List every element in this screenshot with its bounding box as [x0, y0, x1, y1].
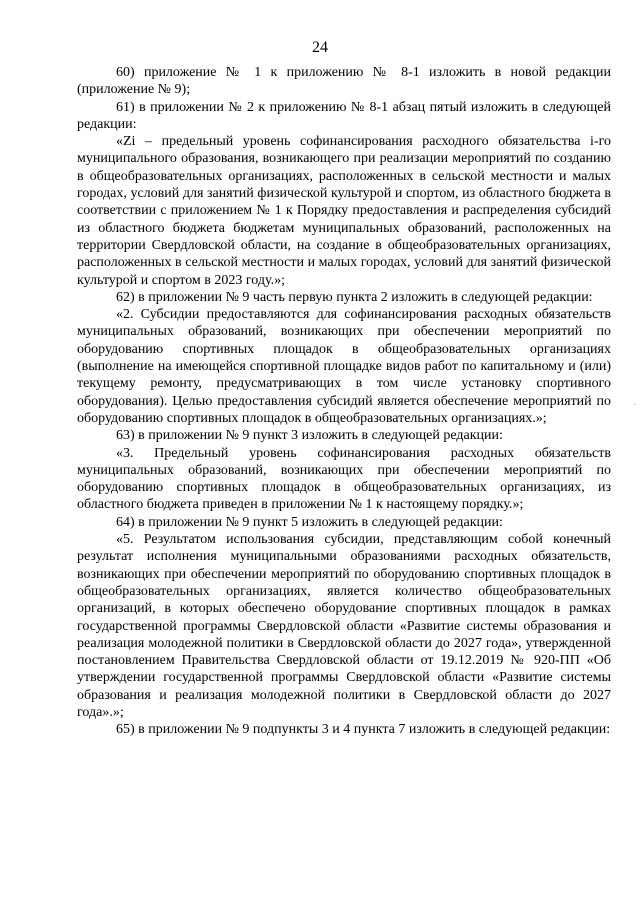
- paragraph: «Zi – предельный уровень софинансирования расходного обязательства i-го муниципального образования, возникающего при реализации мероприятий по созданию в общеобразовательных организациях, расположенных в сельской местности и малых городах, условий для занятий физической культурой и спортом, из областного бюджета в соответствии с приложением № 1 к Порядку предоставления и распределения субсидий из областного бюджета бюджетам муниципальных образований, расположенных на территории Свердловской области, на создание в общеобразовательных организациях, расположенных в сельской местности и малых городах, условий для занятий физической культурой и спортом в 2023 году.»;: [77, 134, 611, 288]
- paragraph: «5. Результатом использования субсидии, представляющим собой конечный результат исполнения муниципальными образованиями расходных обязательств, возникающих при обеспечении мероприятий по оборудованию спортивных площадок в общеобразовательных организациях, является количество общеобразовательных организаций, в которых обеспечено оборудование спортивных площадок в рамках государственной программы Свердловской области «Развитие системы образования и реализация молодежной политики в Свердловской области до 2027 года», утвержденной постановлением Правительства Свердловской области от 19.12.2019 № 920-ПП «Об утверждении государственной программы Свердловской области «Развитие системы образования и реализация молодежной политики в Свердловской области до 2027 года».»;: [77, 532, 611, 720]
- paragraph: 63) в приложении № 9 пункт 3 изложить в следующей редакции:: [116, 428, 503, 444]
- paragraph: «2. Субсидии предоставляются для софинансирования расходных обязательств муниципальных образований, возникающих при обеспечении мероприятий по оборудованию спортивных площадок в общеобразовательных организациях (выполнение на имеющейся спортивной площадке видов работ по капитальному и (или) текущему ремонту, предусматривающих в том числе установку спортивного оборудования). Целью предоставления субсидий является обеспечение мероприятий по оборудованию спортивных площадок в общеобразовательных организациях.»;: [77, 307, 611, 426]
- paragraph: «3. Предельный уровень софинансирования расходных обязательств муниципальных образований, возникающих при обеспечении мероприятий по оборудованию спортивных площадок в общеобразовательных организациях, из областного бюджета приведен в приложении № 1 к настоящему порядку.»;: [77, 445, 611, 513]
- paragraph: 61) в приложении № 2 к приложению № 8-1 абзац пятый изложить в следующей редакции:: [77, 99, 611, 132]
- page-number: 24: [312, 39, 328, 56]
- paragraph: 62) в приложении № 9 часть первую пункта 2 изложить в следующей редакции:: [116, 289, 593, 305]
- paragraph: 65) в приложении № 9 подпункты 3 и 4 пункта 7 изложить в следующей редакции:: [116, 722, 611, 738]
- paragraph: 64) в приложении № 9 пункт 5 изложить в следующей редакции:: [116, 514, 503, 530]
- scan-speck: [634, 404, 635, 405]
- document-body: [77, 64, 611, 739]
- paragraph: 60) приложение № 1 к приложению № 8-1 изложить в новой редакции (приложение № 9);: [77, 65, 611, 98]
